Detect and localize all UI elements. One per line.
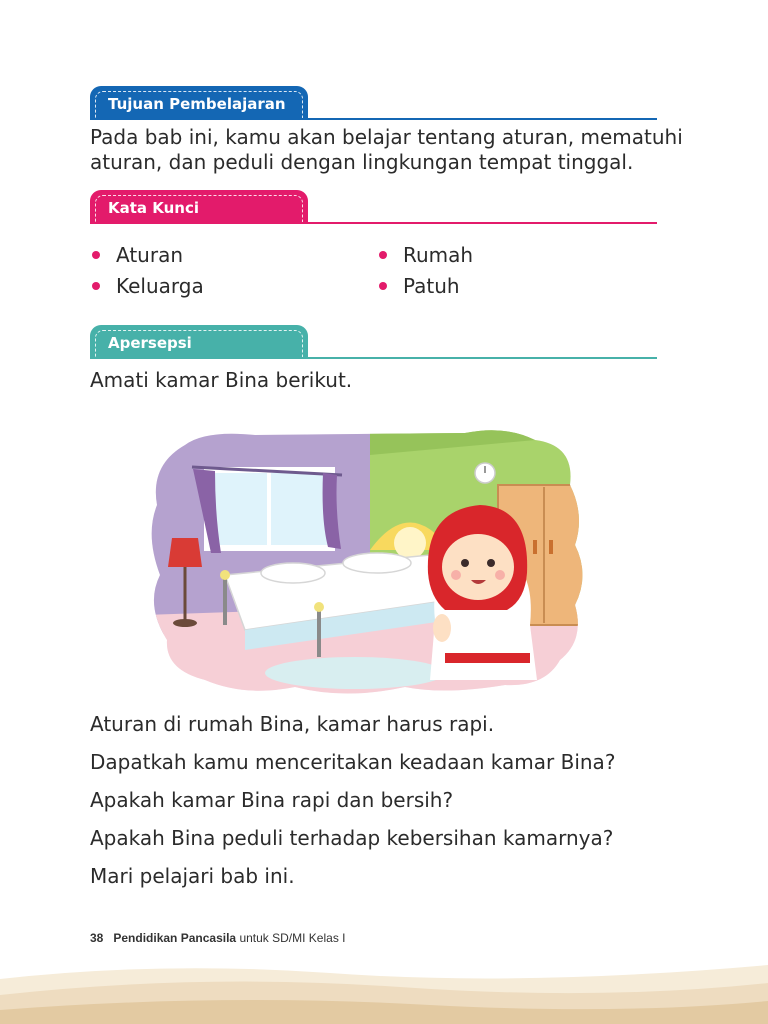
bullet-icon [379,251,387,259]
bullet-icon [379,282,387,290]
page-number: 38 [90,931,104,945]
bullet-icon [92,282,100,290]
question-line: Mari pelajari bab ini. [90,864,295,888]
keyword-item: Aturan [92,243,183,267]
apersepsi-tab [90,325,308,359]
kata-kunci-label: Kata Kunci [108,199,200,217]
keyword-item: Rumah [379,243,473,267]
question-line: Aturan di rumah Bina, kamar harus rapi. [90,712,495,736]
apersepsi-divider [90,357,657,359]
kata-kunci-divider [90,222,657,224]
book-title: Pendidikan Pancasila [113,931,237,945]
kata-kunci-tab [90,190,308,224]
question-line: Dapatkah kamu menceritakan keadaan kamar Bina? [90,750,616,774]
page-footer [90,931,345,945]
apersepsi-label: Apersepsi [108,334,192,352]
keyword-item: Keluarga [92,274,204,298]
keyword-item: Patuh [379,274,460,298]
bedroom-illustration [145,425,590,700]
tujuan-text-line-2: aturan, dan peduli dengan lingkungan tempat tinggal. [90,150,634,174]
tujuan-pembelajaran-tab [90,86,308,120]
bullet-icon [92,251,100,259]
footer-wave-decoration [0,955,768,1024]
tujuan-text-line-1: Pada bab ini, kamu akan belajar tentang aturan, mematuhi [90,125,683,149]
tujuan-divider [90,118,657,120]
tujuan-pembelajaran-label: Tujuan Pembelajaran [108,95,286,113]
book-subtitle: untuk SD/MI Kelas I [239,931,346,945]
apersepsi-intro: Amati kamar Bina berikut. [90,368,353,392]
question-line: Apakah kamar Bina rapi dan bersih? [90,788,454,812]
question-line: Apakah Bina peduli terhadap kebersihan kamarnya? [90,826,614,850]
